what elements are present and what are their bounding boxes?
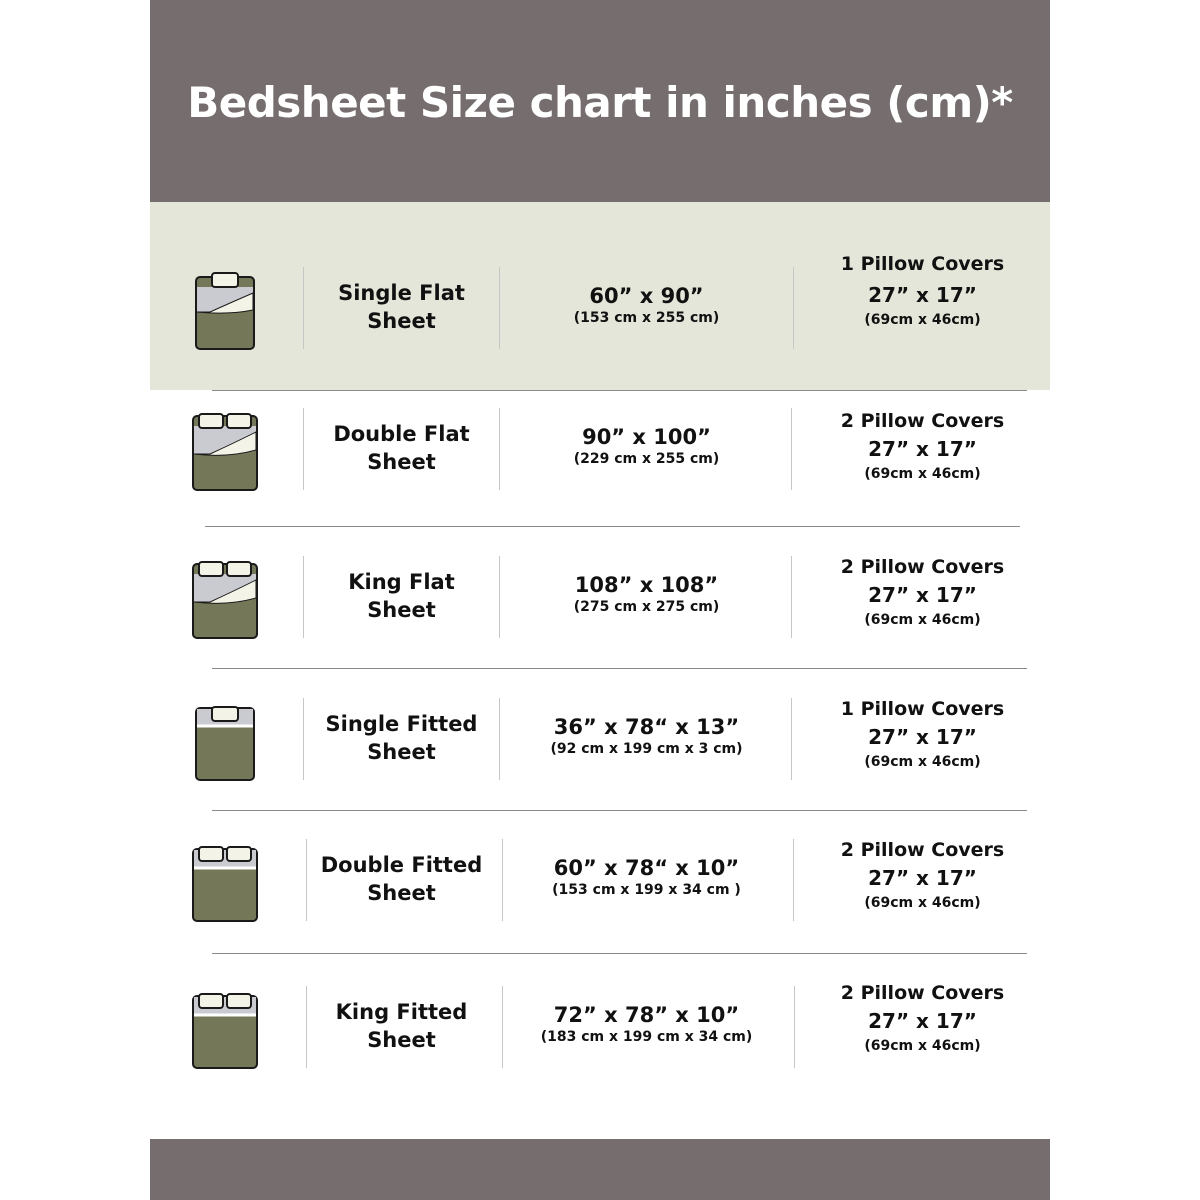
double-flat-sheet-icon xyxy=(190,412,260,488)
sheet-size xyxy=(500,714,793,758)
sheet-size-cm: (275 cm x 275 cm) xyxy=(573,599,720,615)
king-fitted-sheet-icon xyxy=(190,990,260,1066)
pillow-size-inches: 27” x 17” xyxy=(868,725,977,749)
single-fitted-sheet-icon xyxy=(190,702,260,778)
sheet-size-cm: (153 cm x 199 x 34 cm ) xyxy=(552,882,741,898)
pillow-size-inches: 27” x 17” xyxy=(868,583,977,607)
sheet-size xyxy=(500,283,793,327)
sheet-name-line1: Double Fitted xyxy=(320,853,483,877)
pillow-size-inches: 27” x 17” xyxy=(868,283,977,307)
row-separator xyxy=(212,810,1027,811)
row-separator xyxy=(212,668,1027,669)
sheet-name xyxy=(303,998,500,1054)
column-divider xyxy=(793,839,794,921)
king-flat-sheet-icon xyxy=(190,560,260,636)
pillow-size-cm: (69cm x 46cm) xyxy=(864,612,981,628)
pillow-size-cm: (69cm x 46cm) xyxy=(864,1038,981,1054)
pillow-info xyxy=(795,837,1050,913)
column-divider xyxy=(793,267,794,349)
sheet-name-line2: Sheet xyxy=(367,450,436,474)
sheet-size-inches: 60” x 90” xyxy=(589,284,704,308)
sheet-name-line2: Sheet xyxy=(367,881,436,905)
row-separator xyxy=(205,526,1020,527)
pillow-size-cm: (69cm x 46cm) xyxy=(864,312,981,328)
size-row-double-fitted xyxy=(0,839,1200,921)
size-row-double-flat xyxy=(0,408,1200,490)
sheet-name-line2: Sheet xyxy=(367,740,436,764)
sheet-size-cm: (229 cm x 255 cm) xyxy=(573,451,720,467)
sheet-size-inches: 90” x 100” xyxy=(582,425,711,449)
double-fitted-sheet-icon xyxy=(190,843,260,919)
sheet-size xyxy=(500,572,793,616)
header-band xyxy=(150,0,1050,202)
sheet-name-line1: Double Flat xyxy=(333,422,470,446)
pillow-info xyxy=(795,980,1050,1056)
sheet-name xyxy=(303,420,500,476)
sheet-size xyxy=(500,855,793,899)
pillow-count: 1 Pillow Covers xyxy=(840,698,1005,720)
pillow-info xyxy=(795,408,1050,484)
sheet-name-line1: King Fitted xyxy=(335,1000,468,1024)
pillow-info xyxy=(795,554,1050,630)
pillow-size-cm: (69cm x 46cm) xyxy=(864,754,981,770)
pillow-size-cm: (69cm x 46cm) xyxy=(864,466,981,482)
sheet-name-line1: King Flat xyxy=(348,570,455,594)
pillow-count: 2 Pillow Covers xyxy=(840,410,1005,432)
sheet-name-line2: Sheet xyxy=(367,1028,436,1052)
sheet-name xyxy=(303,710,500,766)
pillow-info xyxy=(795,251,1050,330)
sheet-name xyxy=(303,279,500,335)
sheet-size-inches: 72” x 78” x 10” xyxy=(553,1003,740,1027)
single-flat-sheet-icon xyxy=(190,271,260,347)
sheet-size-inches: 36” x 78“ x 13” xyxy=(553,715,740,739)
size-row-king-flat xyxy=(0,556,1200,638)
row-separator xyxy=(212,953,1027,954)
pillow-size-cm: (69cm x 46cm) xyxy=(864,895,981,911)
sheet-name xyxy=(303,851,500,907)
sheet-name-line2: Sheet xyxy=(367,309,436,333)
size-row-king-fitted xyxy=(0,982,1200,1068)
pillow-count: 2 Pillow Covers xyxy=(840,982,1005,1004)
pillow-count: 2 Pillow Covers xyxy=(840,556,1005,578)
sheet-size-cm: (92 cm x 199 cm x 3 cm) xyxy=(550,741,743,757)
sheet-name-line1: Single Fitted xyxy=(325,712,478,736)
footer-band xyxy=(150,1139,1050,1200)
sheet-size xyxy=(500,1002,793,1046)
pillow-count: 1 Pillow Covers xyxy=(840,253,1005,275)
page-title: Bedsheet Size chart in inches (cm)* xyxy=(187,78,1013,127)
sheet-size xyxy=(500,424,793,468)
row-separator xyxy=(212,390,1027,391)
sheet-name-line2: Sheet xyxy=(367,598,436,622)
sheet-size-inches: 60” x 78“ x 10” xyxy=(553,856,740,880)
size-row-single-flat xyxy=(0,253,1200,349)
sheet-size-cm: (183 cm x 199 cm x 34 cm) xyxy=(540,1029,753,1045)
sheet-size-cm: (153 cm x 255 cm) xyxy=(573,310,720,326)
sheet-name-line1: Single Flat xyxy=(338,281,465,305)
pillow-size-inches: 27” x 17” xyxy=(868,866,977,890)
sheet-name xyxy=(303,568,500,624)
pillow-info xyxy=(795,696,1050,772)
pillow-size-inches: 27” x 17” xyxy=(868,1009,977,1033)
pillow-size-inches: 27” x 17” xyxy=(868,437,977,461)
size-row-single-fitted xyxy=(0,698,1200,780)
sheet-size-inches: 108” x 108” xyxy=(574,573,719,597)
pillow-count: 2 Pillow Covers xyxy=(840,839,1005,861)
